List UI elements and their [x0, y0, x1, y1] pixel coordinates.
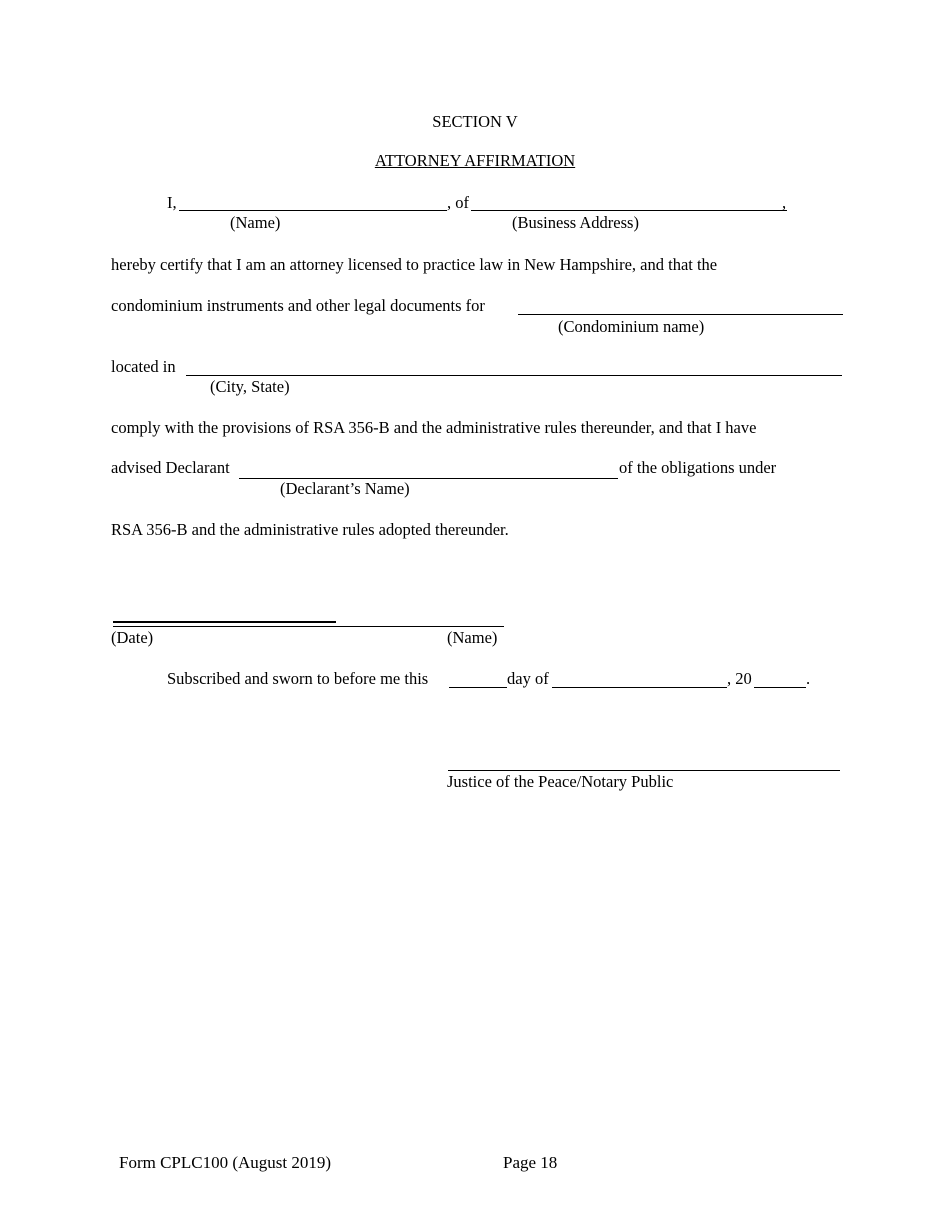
located-in-label: located in — [111, 357, 176, 376]
condo-instruments-line: condominium instruments and other legal documents for — [111, 296, 485, 315]
notary-signature-field[interactable] — [448, 770, 840, 771]
intro-prefix: I, — [167, 193, 177, 212]
notary-caption: Justice of the Peace/Notary Public — [447, 772, 674, 791]
date-caption: (Date) — [111, 628, 154, 647]
business-address-caption: (Business Address) — [512, 213, 639, 232]
condominium-name-caption: (Condominium name) — [558, 317, 705, 336]
comma: , — [782, 193, 787, 212]
twenty-text: , 20 — [727, 669, 752, 688]
day-of-text: day of — [507, 669, 549, 688]
page-title: ATTORNEY AFFIRMATION — [374, 151, 576, 170]
business-address-field[interactable] — [471, 210, 787, 211]
form-id: Form CPLC100 (August 2019) — [119, 1153, 332, 1172]
rsa-line: RSA 356-B and the administrative rules adopted thereunder. — [111, 520, 509, 539]
day-field[interactable] — [449, 687, 507, 688]
subscribed-text: Subscribed and sworn to before me this — [167, 669, 429, 688]
of-text: , of — [447, 193, 469, 212]
certify-line: hereby certify that I am an attorney licensed to practice law in New Hampshire, and that the — [111, 255, 718, 274]
comply-line: comply with the provisions of RSA 356-B and the administrative rules thereunder, and that I have — [111, 418, 757, 437]
declarant-name-caption: (Declarant’s Name) — [280, 479, 410, 498]
city-state-caption: (City, State) — [210, 377, 290, 396]
condominium-name-field[interactable] — [518, 314, 843, 315]
date-field[interactable] — [113, 621, 336, 623]
signature-name-caption: (Name) — [447, 628, 498, 647]
year-field[interactable] — [754, 687, 806, 688]
section-title: SECTION V — [432, 112, 518, 131]
period: . — [806, 669, 811, 688]
month-field[interactable] — [552, 687, 727, 688]
name-caption: (Name) — [230, 213, 281, 232]
obligations-under-text: of the obligations under — [619, 458, 777, 477]
city-state-field[interactable] — [186, 375, 842, 376]
page-number: Page 18 — [503, 1153, 558, 1172]
signature-name-field[interactable] — [113, 626, 504, 627]
name-field[interactable] — [179, 210, 447, 211]
advised-declarant-label: advised Declarant — [111, 458, 230, 477]
